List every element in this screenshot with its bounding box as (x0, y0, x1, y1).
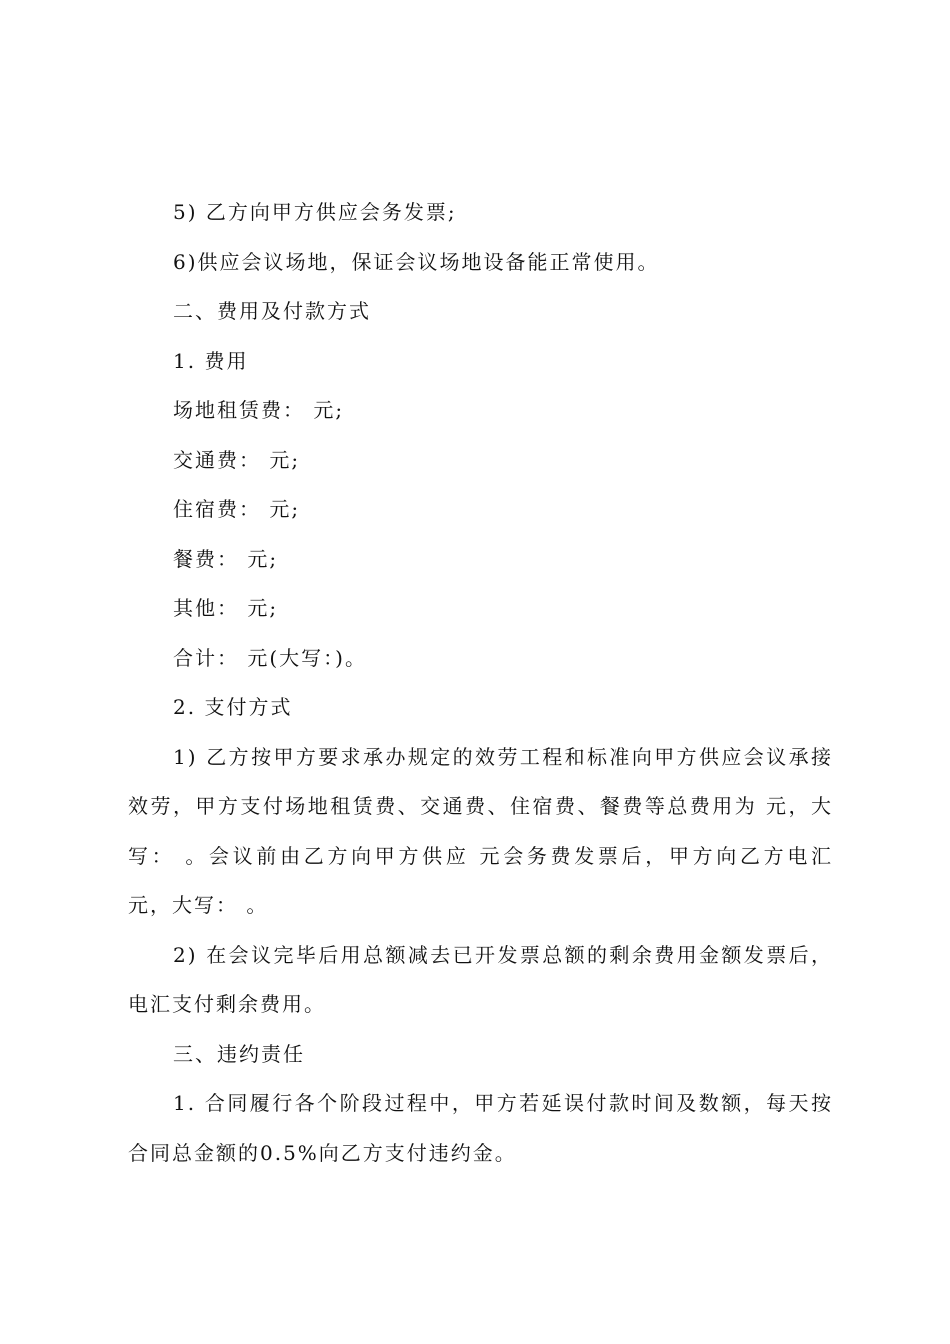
fee-line-total: 合计： 元(大写：)。 (173, 645, 367, 670)
paragraph-venue: 6)供应会议场地，保证会议场地设备能正常使用。 (173, 249, 660, 274)
paragraph-remaining-payment: 2) 在会议完毕后用总额减去已开发票总额的剩余费用金额发票后，电汇支付剩余费用。 (128, 942, 833, 1016)
subheading-payment: 2. 支付方式 (173, 695, 293, 719)
fee-line-other: 其他： 元; (173, 596, 279, 620)
fee-line-lodging: 住宿费： 元; (173, 497, 301, 521)
paragraph-invoice: 5) 乙方向甲方供应会务发票; (173, 200, 457, 224)
subheading-fees: 1. 费用 (173, 348, 249, 373)
section-heading-liability: 三、违约责任 (173, 1041, 305, 1066)
fee-line-venue-rent: 场地租赁费： 元; (173, 398, 345, 422)
section-heading-fees: 二、费用及付款方式 (173, 299, 371, 323)
document-body (128, 188, 833, 1178)
fee-line-transport: 交通费： 元; (173, 447, 301, 472)
paragraph-late-penalty: 1. 合同履行各个阶段过程中，甲方若延误付款时间及数额，每天按合同总金额的0.5%向乙方支付违约金。 (128, 1091, 833, 1165)
fee-line-meals: 餐费： 元; (173, 546, 279, 571)
paragraph-payment-terms: 1) 乙方按甲方要求承办规定的效劳工程和标准向甲方供应会议承接效劳，甲方支付场地租赁费、交通费、住宿费、餐费等总费用为 元，大写： 。会议前由乙方向甲方供应 元会务费发票后，甲方向乙方电汇 元，大写： 。 (128, 744, 833, 917)
